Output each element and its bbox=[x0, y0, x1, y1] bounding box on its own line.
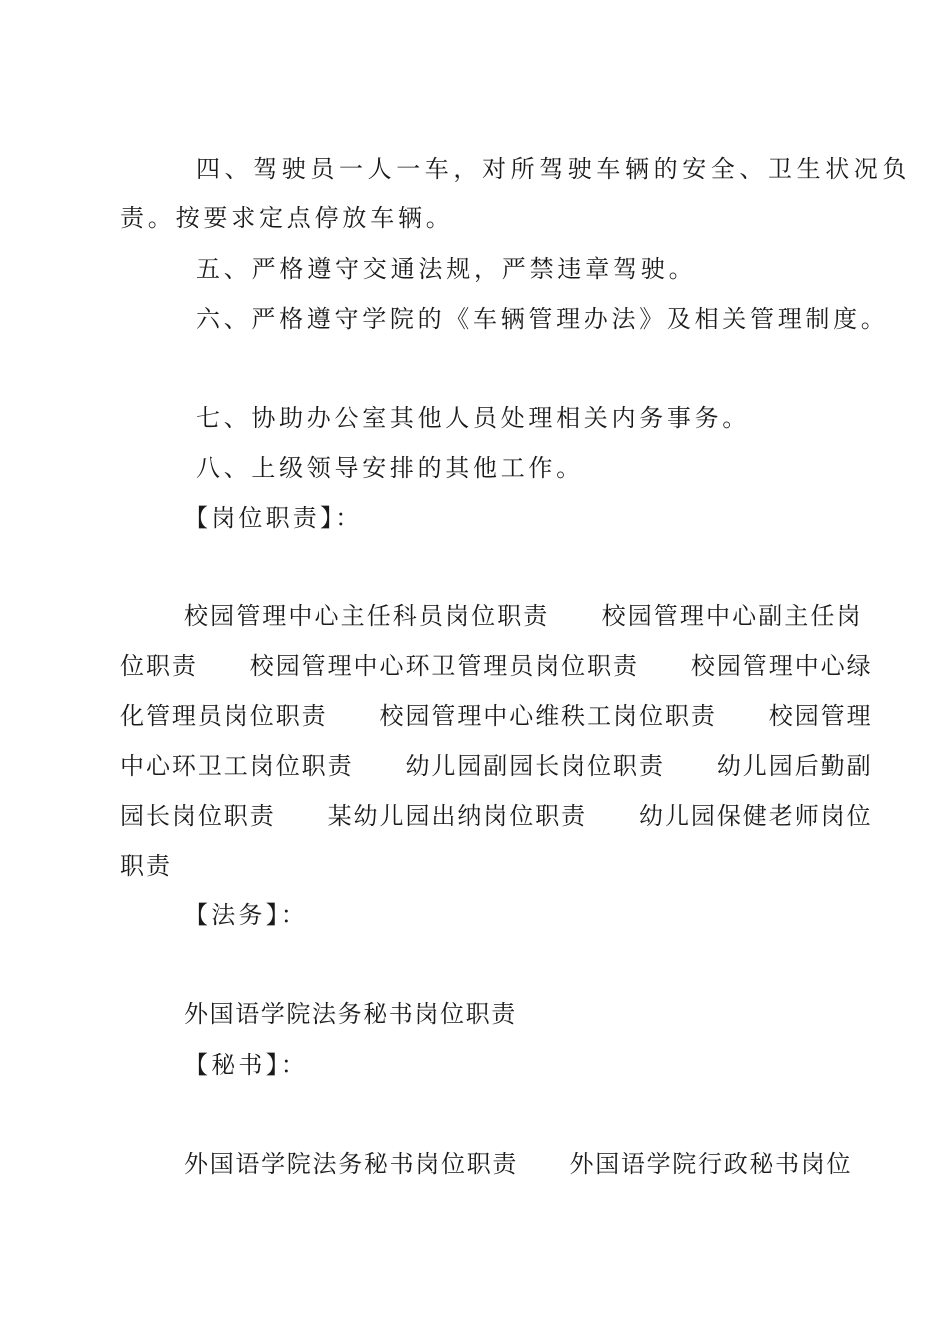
secretary-list-line-1: 外国语学院法务秘书岗位职责 外国语学院行政秘书岗位 bbox=[184, 1150, 853, 1178]
paragraph-duty-8: 八、上级领导安排的其他工作。 bbox=[196, 454, 584, 482]
section-heading-job-duties: 【岗位职责】： bbox=[184, 504, 363, 532]
job-duties-list-line-1: 校园管理中心主任科员岗位职责 校园管理中心副主任岗 bbox=[184, 602, 863, 630]
paragraph-duty-6: 六、严格遵守学院的《车辆管理办法》及相关管理制度。 bbox=[196, 305, 889, 333]
job-duties-list-line-2: 位职责 校园管理中心环卫管理员岗位职责 校园管理中心绿 bbox=[120, 652, 873, 680]
legal-affairs-list-line-1: 外国语学院法务秘书岗位职责 bbox=[184, 1000, 517, 1028]
paragraph-duty-5: 五、严格遵守交通法规，严禁违章驾驶。 bbox=[196, 255, 697, 283]
job-duties-list-line-6: 职责 bbox=[120, 852, 172, 880]
section-heading-legal-affairs: 【法务】： bbox=[184, 901, 308, 929]
paragraph-duty-7: 七、协助办公室其他人员处理相关内务事务。 bbox=[196, 404, 750, 432]
job-duties-list-line-5: 园长岗位职责 某幼儿园出纳岗位职责 幼儿园保健老师岗位 bbox=[120, 802, 873, 830]
job-duties-list-line-4: 中心环卫工岗位职责 幼儿园副园长岗位职责 幼儿园后勤副 bbox=[120, 752, 873, 780]
section-heading-secretary: 【秘书】： bbox=[184, 1051, 308, 1079]
paragraph-duty-4-line-1: 四、驾驶员一人一车，对所驾驶车辆的安全、卫生状况负 bbox=[196, 155, 911, 183]
paragraph-duty-4-line-2: 责。按要求定点停放车辆。 bbox=[120, 204, 454, 232]
job-duties-list-line-3: 化管理员岗位职责 校园管理中心维秩工岗位职责 校园管理 bbox=[120, 702, 873, 730]
